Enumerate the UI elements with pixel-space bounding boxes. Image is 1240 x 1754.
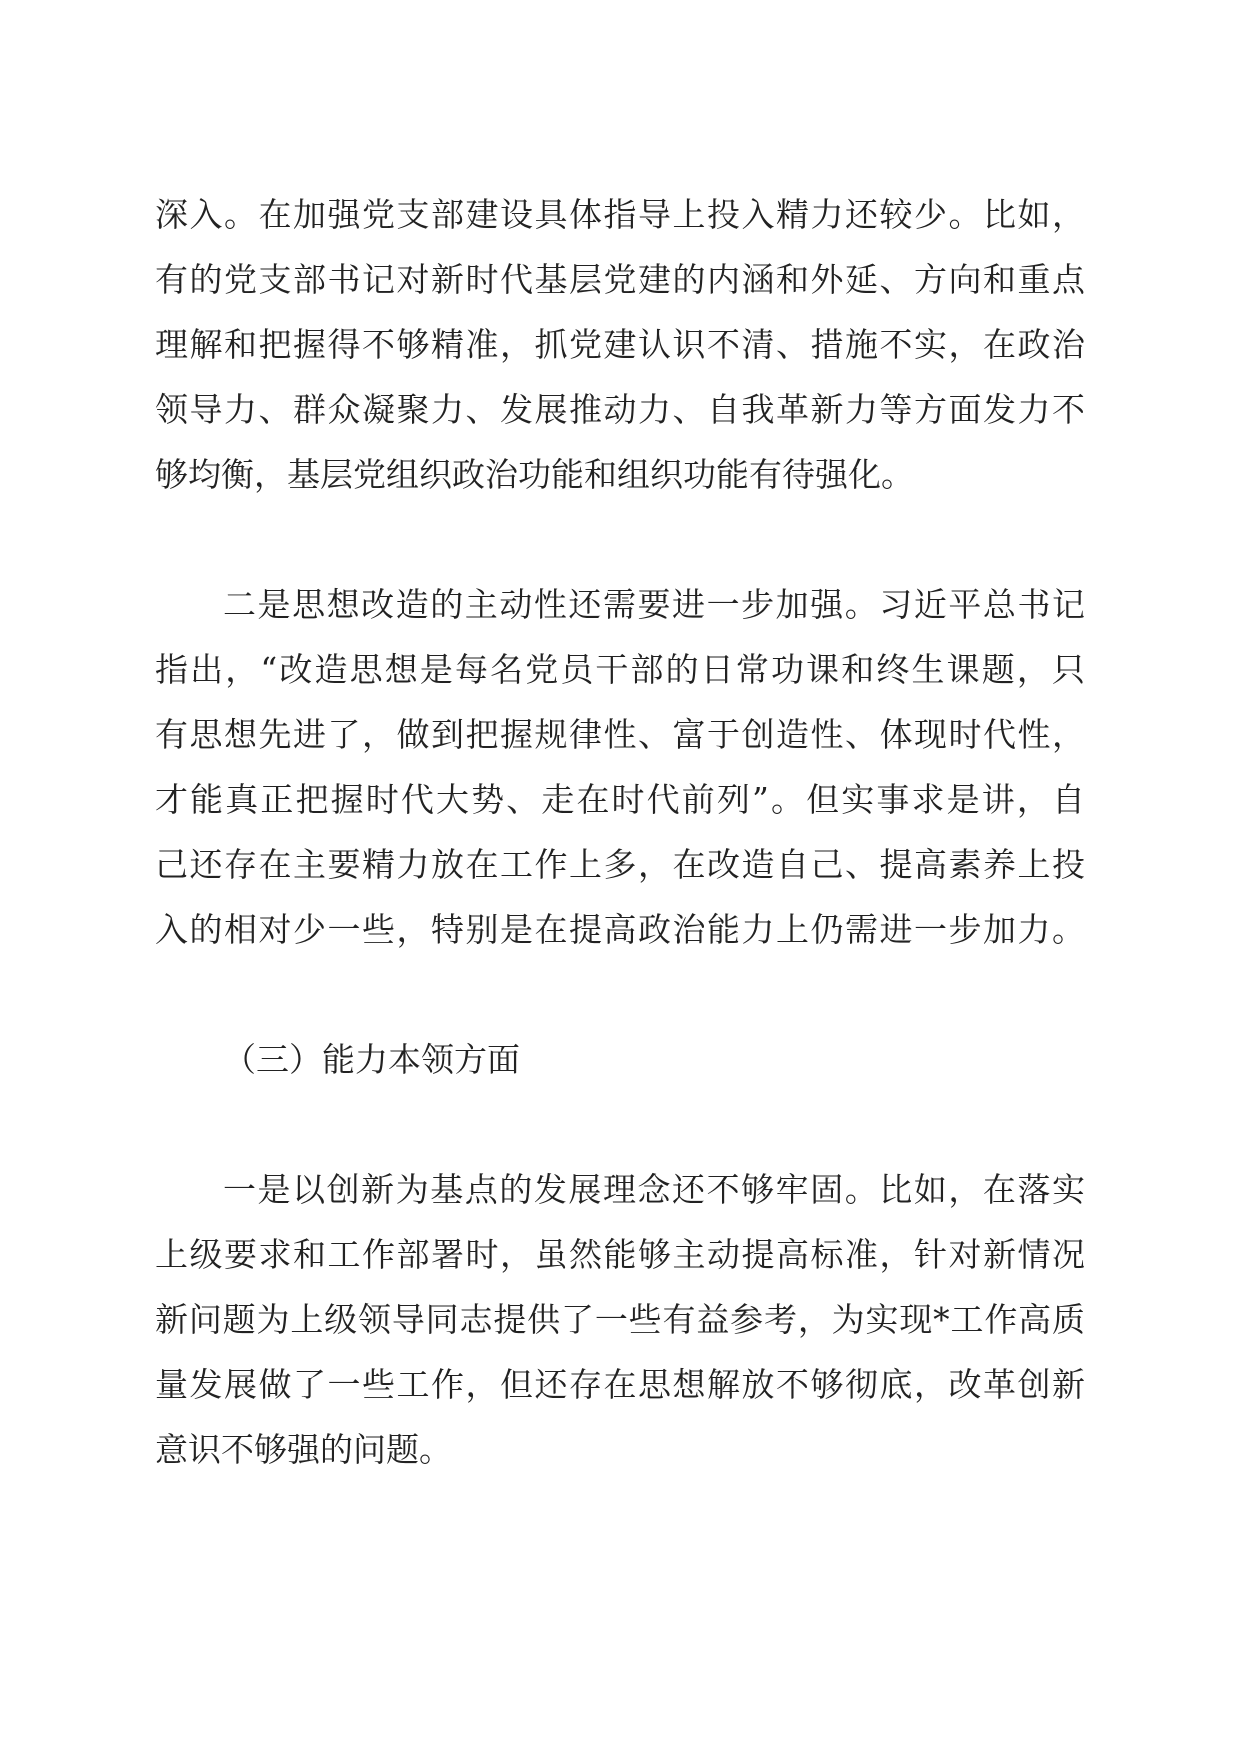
paragraph-line: 指出，“改造思想是每名党员干部的日常功课和终生课题，只 [155, 650, 1085, 689]
paragraph-line: 理解和把握得不够精准，抓党建认识不清、措施不实，在政治 [155, 325, 1085, 364]
paragraph-line: 有的党支部书记对新时代基层党建的内涵和外延、方向和重点 [155, 260, 1085, 299]
paragraph-line: 量发展做了一些工作，但还存在思想解放不够彻底，改革创新 [155, 1365, 1085, 1404]
paragraph-line: 有思想先进了，做到把握规律性、富于创造性、体现时代性， [155, 715, 1085, 754]
paragraph-line: 够均衡，基层党组织政治功能和组织功能有待强化。 [155, 455, 914, 494]
section-heading: （三）能力本领方面 [223, 1040, 520, 1079]
paragraph-line: 新问题为上级领导同志提供了一些有益参考，为实现*工作高质 [155, 1300, 1085, 1339]
paragraph-line: 一是以创新为基点的发展理念还不够牢固。比如，在落实 [223, 1170, 1085, 1209]
paragraph-line: 才能真正把握时代大势、走在时代前列”。但实事求是讲，自 [155, 780, 1085, 819]
paragraph-line: 二是思想改造的主动性还需要进一步加强。习近平总书记 [223, 585, 1085, 624]
paragraph-line: 领导力、群众凝聚力、发展推动力、自我革新力等方面发力不 [155, 390, 1085, 429]
paragraph-line: 己还存在主要精力放在工作上多，在改造自己、提高素养上投 [155, 845, 1085, 884]
paragraph-line: 深入。在加强党支部建设具体指导上投入精力还较少。比如， [155, 195, 1085, 234]
paragraph-line: 上级要求和工作部署时，虽然能够主动提高标准，针对新情况 [155, 1235, 1085, 1274]
paragraph-line: 意识不够强的问题。 [155, 1430, 452, 1469]
paragraph-line: 入的相对少一些，特别是在提高政治能力上仍需进一步加力。 [155, 910, 1085, 949]
